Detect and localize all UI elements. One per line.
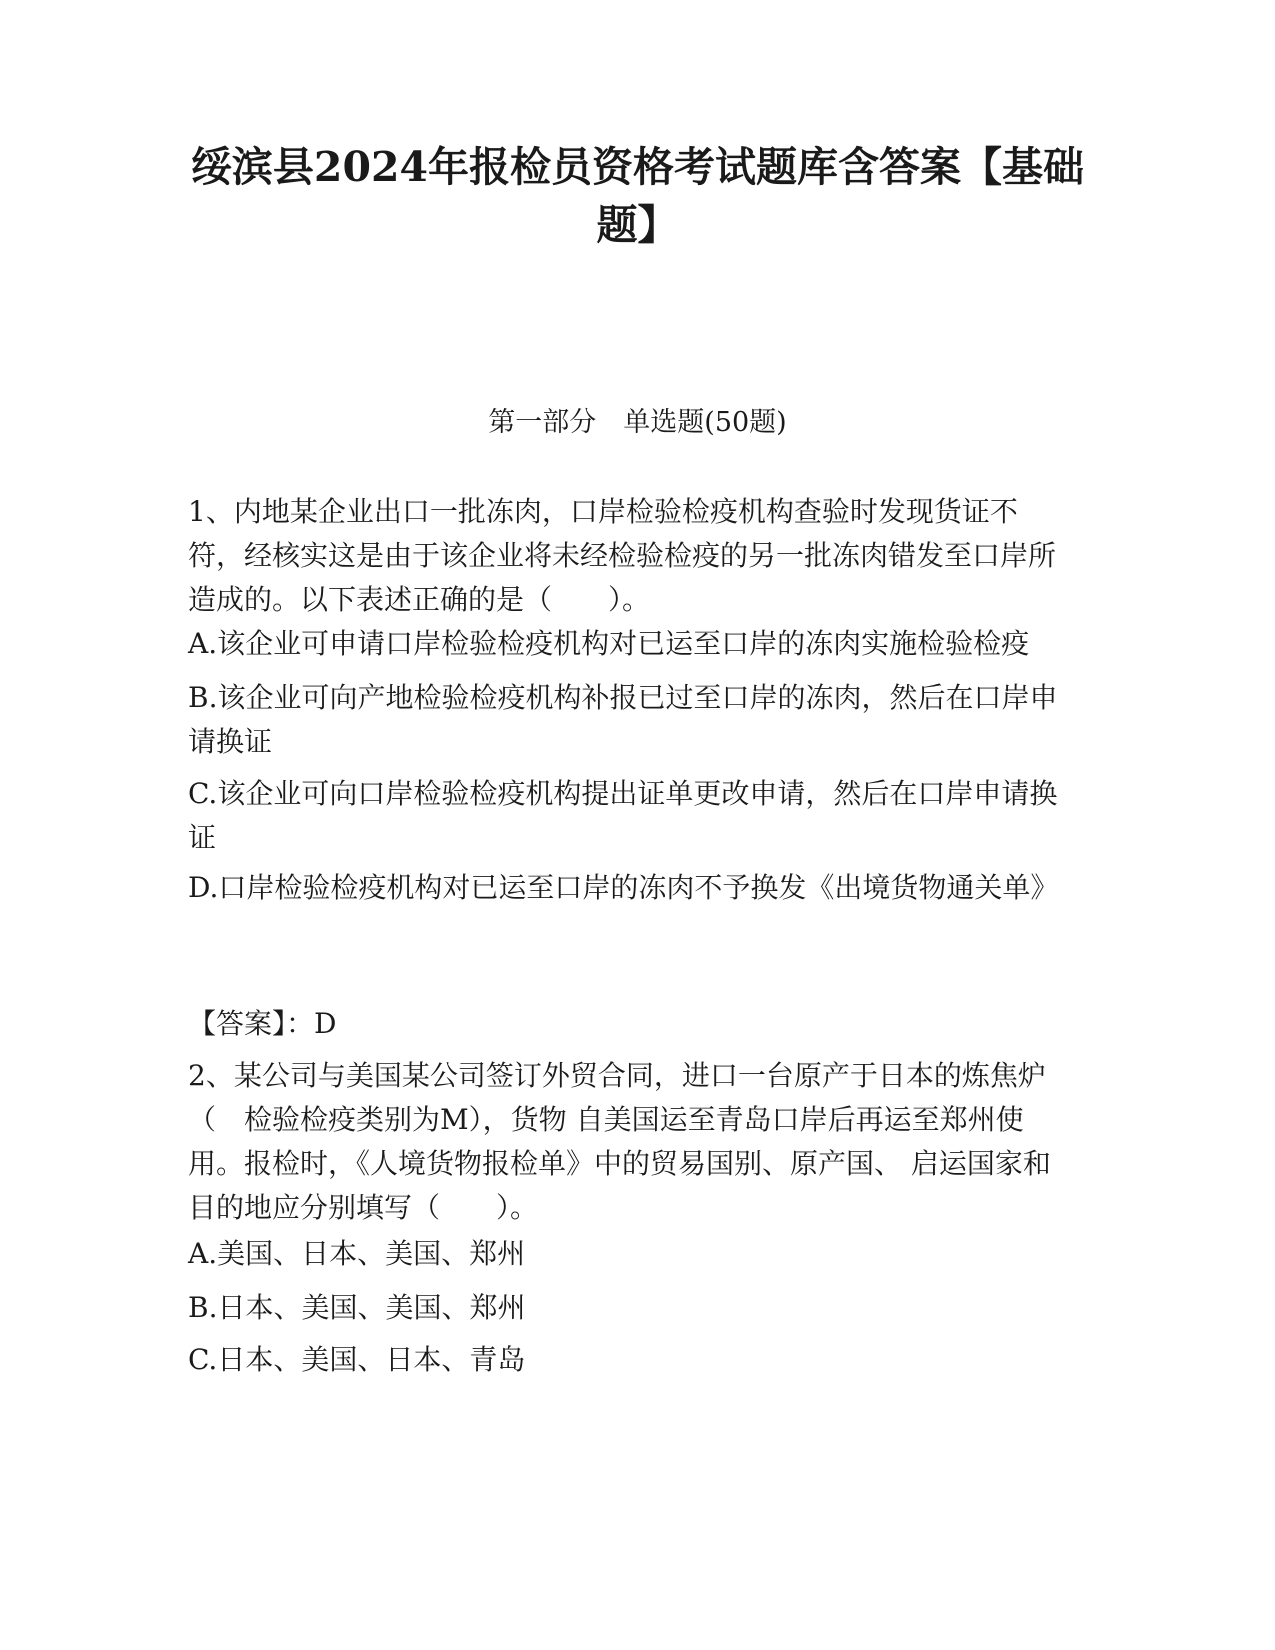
question-2-option-b: B.日本、美国、美国、郑州 <box>188 1291 526 1324</box>
question-1-option-c: C.该企业可向口岸检验检疫机构提出证单更改申请，然后在口岸申请换证 <box>188 777 1058 854</box>
section-heading: 第一部分 单选题(50题) <box>488 407 787 438</box>
question-1-answer: 【答案】：D <box>188 1007 337 1040</box>
document-title: 绥滨县2024年报检员资格考试题库含答案【基础题】 <box>190 143 1085 249</box>
question-1-option-d: D.口岸检验检疫机构对已运至口岸的冻肉不予换发《出境货物通关单》 <box>188 871 1059 904</box>
question-1-option-a: A.该企业可申请口岸检验检疫机构对已运至口岸的冻肉实施检验检疫 <box>188 627 1030 660</box>
question-1-stem: 1、内地某企业出口一批冻肉，口岸检验检疫机构查验时发现货证不符，经核实这是由于该企业将未经检验检疫的另一批冻肉错发至口岸所造成的。以下表述正确的是（ ）。 <box>188 495 1057 616</box>
question-1-option-b: B.该企业可向产地检验检疫机构补报已过至口岸的冻肉，然后在口岸申请换证 <box>188 681 1058 758</box>
question-2-stem: 2、某公司与美国某公司签订外贸合同，进口一台原产于日本的炼焦炉（ 检验检疫类别为M），货物 自美国运至青岛口岸后再运至郑州使用。报检时，《人境货物报检单》中的贸易国别、原产国、 启运国家和目的地应分别填写（ ）。 <box>188 1059 1051 1224</box>
question-2-option-c: C.日本、美国、日本、青岛 <box>188 1343 526 1376</box>
question-2-option-a: A.美国、日本、美国、郑州 <box>188 1237 526 1270</box>
